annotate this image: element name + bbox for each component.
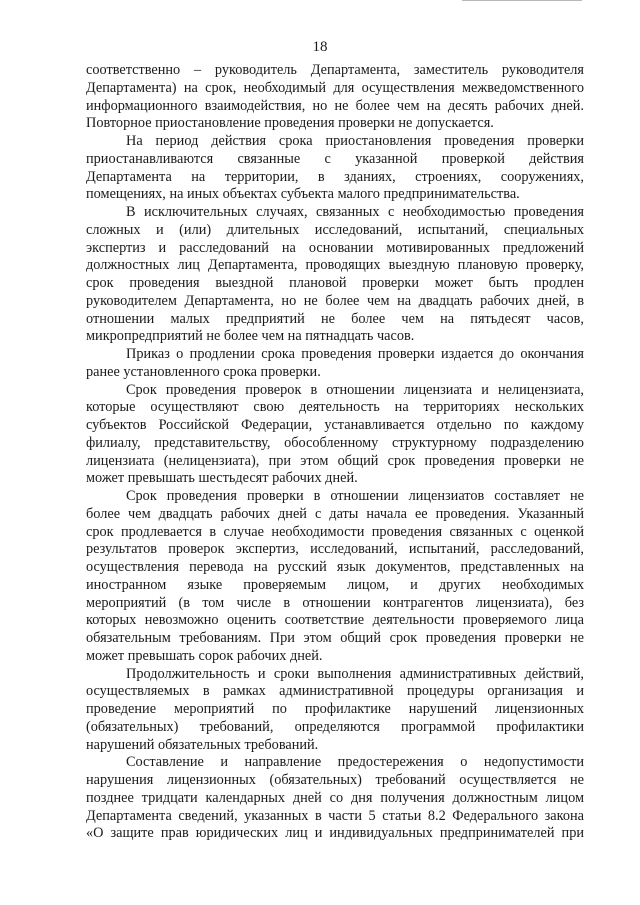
text-line: проведение мероприятий по профилактике нарушений лицензионных <box>86 701 584 717</box>
text-line: филиалу, представительству, обособленному структурному подразделению <box>86 434 584 451</box>
text-line: «О защите прав юридических лиц и индивидуальных предпринимателей при <box>86 825 584 842</box>
text-line: результатов проверок экспертиз, исследований, испытаний, расследований, <box>86 541 584 558</box>
text-line: срок проведения выездной плановой проверки может быть продлен <box>86 275 584 291</box>
document-body <box>86 62 584 843</box>
text-line: может превышать сорок рабочих дней. <box>86 647 323 664</box>
scan-edge-line <box>462 0 582 1</box>
text-line: ранее установленного срока проверки. <box>86 363 321 380</box>
text-line: Срок проведения проверки в отношении лицензиатов составляет не <box>126 488 584 504</box>
text-line: сложных и (или) длительных исследований, испытаний, специальных <box>86 221 584 238</box>
text-line: приостанавливаются связанные с указанной проверкой действия <box>86 150 584 167</box>
text-line: На период действия срока приостановления проведения проверки <box>126 133 584 149</box>
text-line: Повторное приостановление проведения проверки не допускается. <box>86 115 494 132</box>
text-line: Приказ о продлении срока проведения проверки издается до окончания <box>126 346 584 362</box>
text-line: нарушений обязательных требований. <box>86 736 319 753</box>
text-line: обязательным требованиям. При этом общий срок проведения проверки не <box>86 630 584 646</box>
text-line: субъектов Российской Федерации, устанавливается отдельно по каждому <box>86 417 584 433</box>
text-line: В исключительных случаях, связанных с необходимостью проведения <box>126 204 584 220</box>
text-line: должностных лиц Департамента, проводящих выездную плановую проверку, <box>86 257 584 274</box>
text-line: более чем двадцать рабочих дней с даты начала ее проведения. Указанный <box>86 505 584 522</box>
text-line: Департамента на территории, в зданиях, строениях, сооружениях, <box>86 168 584 185</box>
text-line: лицензиата (нелицензиата), при этом общий срок проведения проверки не <box>86 452 584 469</box>
text-line: соответственно – руководитель Департамента, заместитель руководителя <box>86 62 584 78</box>
text-line: срок продлевается в случае необходимости проведения связанных с оценкой <box>86 523 584 540</box>
text-line: позднее тридцати календарных дней со дня получения должностным лицом <box>86 789 584 806</box>
text-line: отношении малых предприятий не более чем на пятьдесят часов, <box>86 310 584 327</box>
text-line: Продолжительность и сроки выполнения административных действий, <box>126 665 584 682</box>
text-line: (обязательных) требований, определяются программой профилактики <box>86 718 584 735</box>
text-line: нарушения лицензионных (обязательных) требований осуществляется не <box>86 772 584 788</box>
text-line: осуществления перевода на русский язык документов, представленных на <box>86 559 584 575</box>
text-line: Департамента сведений, указанных в части 5 статьи 8.2 Федерального закона <box>86 807 584 824</box>
text-line: Составление и направление предостережения о недопустимости <box>126 754 584 771</box>
text-line: информационного взаимодействия, но не более чем на десять рабочих дней. <box>86 97 584 114</box>
text-line: мероприятий (в том числе в отношении контрагентов лицензиата), без <box>86 594 584 611</box>
text-line: микропредприятий не более чем на пятнадцать часов. <box>86 328 415 345</box>
text-line: Департамента) на срок, необходимый для осуществления межведомственного <box>86 79 584 96</box>
text-line: может превышать шестьдесят рабочих дней. <box>86 470 358 487</box>
text-line: осуществляемых в рамках административной процедуры организация и <box>86 683 584 700</box>
text-line: Срок проведения проверок в отношении лицензиата и нелицензиата, <box>126 381 584 398</box>
text-line: руководителем Департамента, но не более чем на двадцать рабочих дней, в <box>86 292 584 309</box>
text-line: экспертиз и расследований на основании мотивированных предложений <box>86 239 584 256</box>
page-number: 18 <box>312 39 328 55</box>
text-line: помещениях, на иных объектах субъекта малого предпринимательства. <box>86 186 520 203</box>
text-line: которых невозможно оценить соответствие деятельности проверяемого лица <box>86 612 584 629</box>
text-line: иностранном языке проверяемым лицом, и других необходимых <box>86 576 584 593</box>
text-line: которые осуществляют свою деятельность на территориях нескольких <box>86 399 584 416</box>
